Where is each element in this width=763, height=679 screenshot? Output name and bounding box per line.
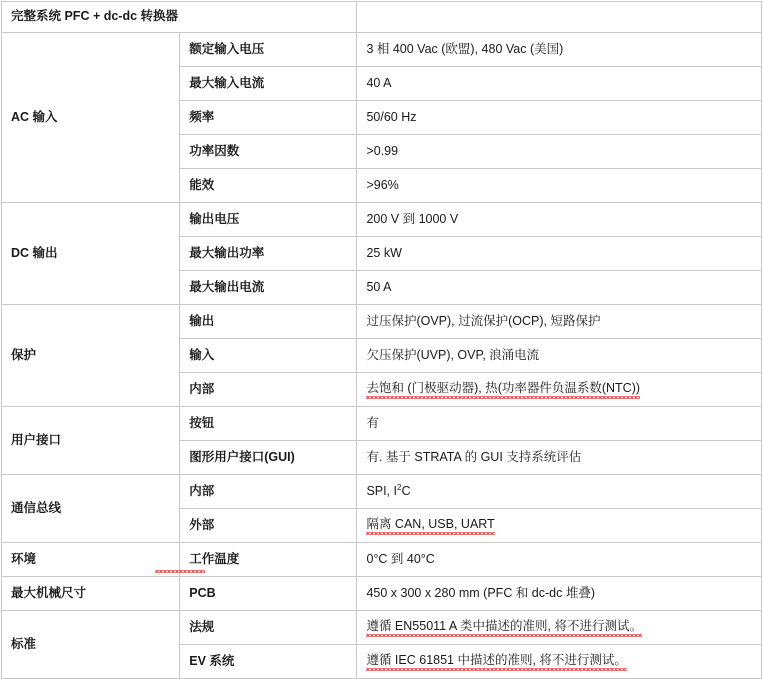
spec-value-text: 遵循 EN55011 A 类中描述的准则, 将不进行测试。 [366,619,642,636]
table-row [2,475,762,509]
spec-value-part: SPI, I [366,483,398,498]
category-ac-input: AC 输入 [2,33,180,203]
table-row [2,407,762,441]
spec-value [357,645,762,679]
category-protection: 保护 [2,305,180,407]
spec-value: >96% [357,169,762,203]
spec-value-text: 隔离 CAN, USB, UART [366,517,494,534]
spec-label: PCB [180,577,357,611]
spec-label: 按钮 [180,407,357,441]
spec-label: 功率因数 [180,135,357,169]
spec-value-superscript: 2 [397,482,402,492]
spec-value-part: C [401,483,411,498]
spec-value: >0.99 [357,135,762,169]
table-header-row [2,2,762,33]
spec-label: 频率 [180,101,357,135]
spec-label: EV 系统 [180,645,357,679]
spec-value: 有 [357,407,762,441]
spec-label: 内部 [180,475,357,509]
spec-value: 25 kW [357,237,762,271]
category-max-mechanical-size: 最大机械尺寸 [2,577,180,611]
category-user-interface: 用户接口 [2,407,180,475]
spec-value: 450 x 300 x 280 mm (PFC 和 dc-dc 堆叠) [357,577,762,611]
spec-value: 3 相 400 Vac (欧盟), 480 Vac (美国) [357,33,762,67]
spec-label: 输出电压 [180,203,357,237]
spec-label: 外部 [180,509,357,543]
category-standards: 标准 [2,611,180,679]
category-dc-output: DC 输出 [2,203,180,305]
spec-value: 0°C 到 40°C [357,543,762,577]
category-environment: 环境 [2,543,180,577]
spec-label: 额定输入电压 [180,33,357,67]
table-row [2,203,762,237]
spec-value: 50/60 Hz [357,101,762,135]
table-title-spacer [357,2,762,33]
spec-label: 最大输出电流 [180,271,357,305]
spec-value: 欠压保护(UVP), OVP, 浪涌电流 [357,339,762,373]
spec-label: 最大输入电流 [180,67,357,101]
spec-label: 输入 [180,339,357,373]
spec-value: 有. 基于 STRATA 的 GUI 支持系统评估 [357,441,762,475]
table-row [2,611,762,645]
specification-table [1,1,762,679]
spec-value [357,373,762,407]
table-row [2,543,762,577]
spec-label: 工作温度 [180,543,357,577]
spec-value [357,611,762,645]
spec-value: 200 V 到 1000 V [357,203,762,237]
spec-value: 40 A [357,67,762,101]
spec-label: 输出 [180,305,357,339]
spec-value: 过压保护(OVP), 过流保护(OCP), 短路保护 [357,305,762,339]
spellcheck-underline-mark [155,570,205,573]
spec-label: 图形用户接口(GUI) [180,441,357,475]
spec-label: 最大输出功率 [180,237,357,271]
spec-value [357,509,762,543]
category-communication-bus: 通信总线 [2,475,180,543]
table-row [2,305,762,339]
spec-value-text: 遵循 IEC 61851 中描述的准则, 将不进行测试。 [366,653,626,670]
table-row [2,33,762,67]
spec-value-text: 去饱和 (门极驱动器), 热(功率器件负温系数(NTC)) [366,381,640,398]
table-row [2,577,762,611]
spec-label: 能效 [180,169,357,203]
spec-label: 法规 [180,611,357,645]
spec-label: 内部 [180,373,357,407]
spec-value [357,475,762,509]
table-title: 完整系统 PFC + dc-dc 转换器 [2,2,357,33]
spec-value: 50 A [357,271,762,305]
